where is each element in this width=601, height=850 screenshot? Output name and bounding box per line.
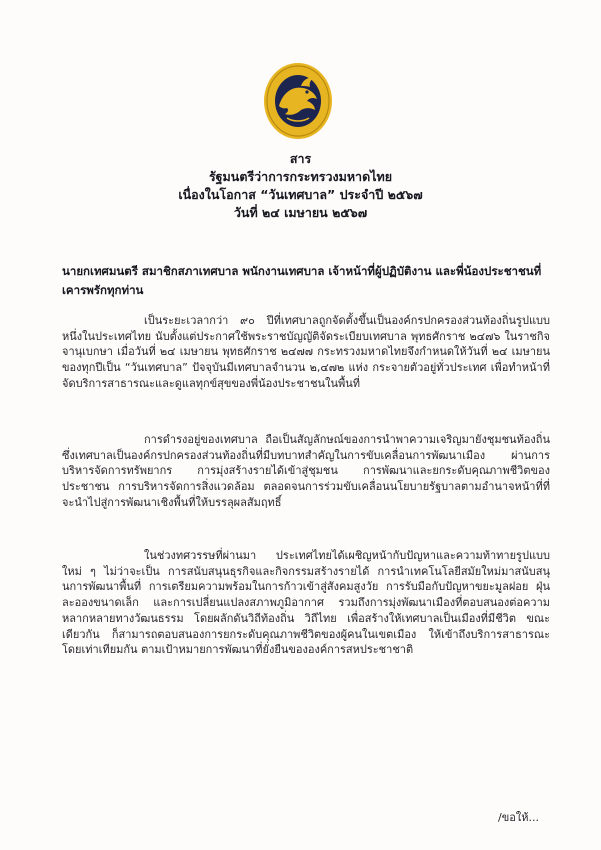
header-minister: รัฐมนตรีว่าการกระทรวงมหาดไทย xyxy=(208,169,393,184)
salutation: นายกเทศมนตรี สมาชิกสภาเทศบาล พนักงานเทศบาล เจ้าหน้าที่ผู้ปฏิบัติงาน และพี่น้องประชาชนที่เคารพรักทุกท่าน xyxy=(62,264,542,297)
body-paragraph-3: ในช่วงทศวรรษที่ผ่านมา ประเทศไทยได้เผชิญหน้ากับปัญหาและความท้าทายรูปแบบใหม่ ๆ ไม่ว่าจะเป็น การสนับสนุนธุรกิจและกิจกรรมสร้างรายได้ การนำเทคโนโลยีสมัยใหม่มาสนับสนุนการพัฒนาพื้นที่ การเตรียมความพร้อมในการก้าวเข้าสู่สังคมสูงวัย การรับมือกับปัญหาขยะมูลฝอย ฝุ่นละอองขนาดเล็ก และการเปลี่ยนแปลงสภาพภูมิอากาศ รวมถึงการมุ่งพัฒนาเมืองที่ตอบสนองต่อความหลากหลายทางวัฒนธรรม โดยผลักดันวิถีท้องถิ่น วิถีไทย เพื่อสร้างให้เทศบาลเป็นเมืองที่มีชีวิต ขณะเดียวกัน ก็สามารถตอบสนองการยกระดับคุณภาพชีวิตของผู้คนในเขตเมือง ให้เข้าถึงบริการสาธารณะโดยเท่าเทียมกัน ตามเป้าหมายการพัฒนาที่ยั่งยืนขององค์การสหประชาชาติ xyxy=(62,549,550,657)
header-title: สาร xyxy=(289,151,312,166)
ministry-of-interior-seal-icon xyxy=(263,62,333,140)
body-paragraph-1: เป็นระยะเวลากว่า ๙๐ ปีที่เทศบาลถูกจัดตั้งขึ้นเป็นองค์กรปกครองส่วนท้องถิ่นรูปแบบหนึ่งในประเทศไทย นับตั้งแต่ประกาศใช้พระราชบัญญัติจัดระเบียบเทศบาล พุทธศักราช ๒๔๗๖ ในราชกิจจานุเบกษา เมื่อวันที่ ๒๔ เมษายน พุทธศักราช ๒๔๗๗ กระทรวงมหาดไทยจึงกำหนดให้วันที่ ๒๔ เมษายนของทุกปีเป็น “วันเทศบาล” ปัจจุบันมีเทศบาลจำนวน ๒,๔๗๒ แห่ง กระจายตัวอยู่ทั่วประเทศ เพื่อทำหน้าที่จัดบริการสาธารณะและดูแลทุกข์สุขของพี่น้องประชาชนในพื้นที่ xyxy=(62,314,550,390)
body-paragraph-2: การดำรงอยู่ของเทศบาล ถือเป็นสัญลักษณ์ของการนำพาความเจริญมายังชุมชนท้องถิ่น ซึ่งเทศบาลเป็นองค์กรปกครองส่วนท้องถิ่นที่มีบทบาทสำคัญในการขับเคลื่อนการพัฒนาเมือง ผ่านการบริหารจัดการทรัพยากร การมุ่งสร้างรายได้เข้าสู่ชุมชน การพัฒนาและยกระดับคุณภาพชีวิตของประชาชน การบริหารจัดการสิ่งแวดล้อม ตลอดจนการร่วมขับเคลื่อนนโยบายรัฐบาลตามอำนาจหน้าที่ที่จะนำไปสู่การพัฒนาเชิงพื้นที่ให้บรรลุผลสัมฤทธิ์ xyxy=(62,433,550,509)
continuation-marker: /ขอให้... xyxy=(498,811,539,824)
letter-header xyxy=(0,150,601,222)
header-occasion: เนื่องในโอกาส “วันเทศบาล” ประจำปี ๒๕๖๗ xyxy=(178,187,423,202)
header-date: วันที่ ๒๔ เมษายน ๒๕๖๗ xyxy=(233,205,368,220)
